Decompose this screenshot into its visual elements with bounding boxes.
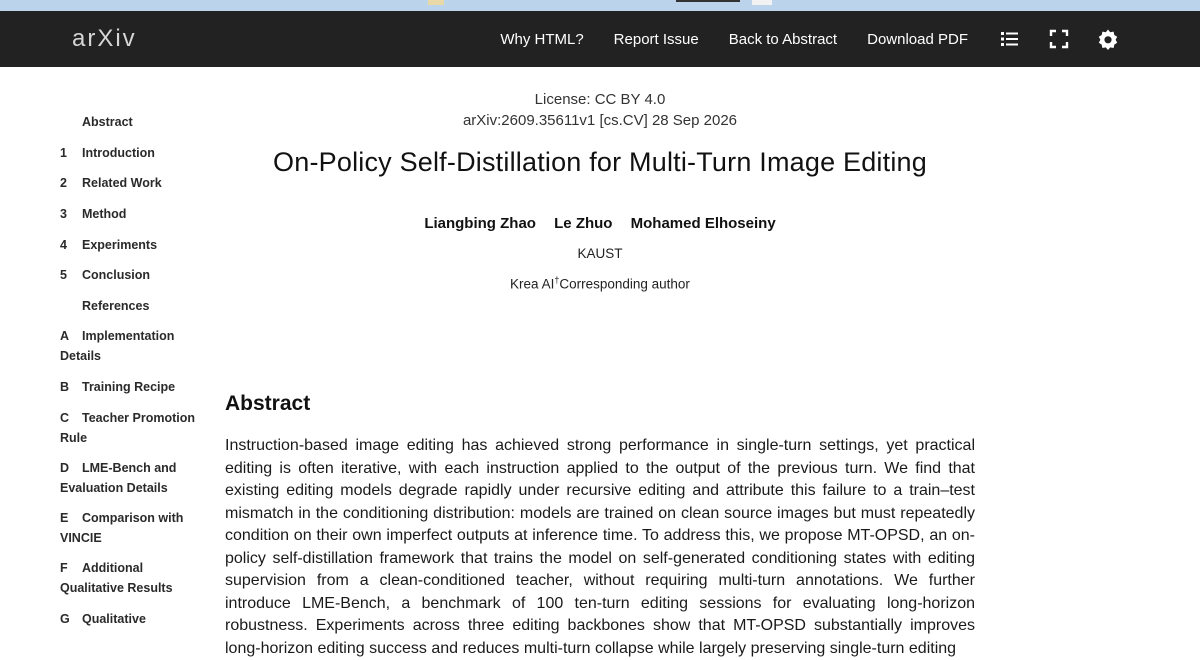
toc-item-appendix-g[interactable]: [60, 609, 210, 629]
toc-item-label: References: [82, 299, 150, 313]
toc-item-number: E: [60, 511, 69, 525]
toc-item-appendix-a[interactable]: [60, 326, 210, 366]
affiliation-krea: [0, 275, 1200, 292]
toc-item-label: Method: [82, 207, 127, 221]
author-name: Liangbing Zhao: [424, 215, 536, 232]
author-name: Le Zhuo: [554, 215, 613, 232]
toc-item-appendix-e[interactable]: [60, 508, 210, 548]
arxiv-logo-text: arXiv: [72, 25, 137, 52]
banner-close-icon[interactable]: [752, 0, 772, 5]
toc-item-appendix-f[interactable]: [60, 558, 210, 598]
toc-item-number: B: [60, 380, 70, 394]
toc-item-label: Additional Qualitative Results: [60, 561, 173, 595]
dagger-mark: †: [554, 275, 560, 285]
license-text: License: CC BY 4.0: [534, 91, 666, 108]
list-icon[interactable]: [999, 28, 1021, 50]
report-issue-link[interactable]: Report Issue: [613, 30, 699, 48]
toc-item-appendix-d[interactable]: [60, 458, 210, 498]
why-html-link[interactable]: Why HTML?: [500, 30, 584, 48]
browser-banner-strip: [0, 0, 1200, 11]
fullscreen-icon[interactable]: [1048, 28, 1070, 50]
banner-link-underline: [676, 0, 740, 2]
toc-item-label: Teacher Promotion Rule: [60, 411, 195, 445]
toc-item-number: 4: [60, 238, 67, 252]
toc-item-label: LME-Bench and Evaluation Details: [60, 461, 177, 495]
top-navbar: [0, 11, 1200, 67]
toc-item-number: 5: [60, 268, 67, 282]
toc-item-number: F: [60, 561, 68, 575]
arxiv-logo[interactable]: [72, 25, 137, 53]
toc-item-label: Experiments: [82, 238, 158, 252]
abstract-heading: Abstract: [225, 392, 311, 415]
author-name: Mohamed Elhoseiny: [630, 215, 776, 232]
corresponding-author-note: Corresponding author: [559, 276, 690, 292]
toc-item-label: Qualitative: [82, 612, 146, 626]
arxiv-id-text: arXiv:2609.35611v1 [cs.CV] 28 Sep 2026: [462, 112, 738, 129]
author-list: [0, 215, 1200, 232]
paper-title: On-Policy Self-Distillation for Multi-Turn Image Editing: [273, 147, 927, 177]
abstract-body: Instruction-based image editing has achieved strong performance in single-turn settings, yet practical editing is often iterative, with each instruction applied to the output of the previous turn. We find that existing editing models degrade rapidly under recursive editing and attribute this failure to a train–test mismatch in the conditioning distribution: models are trained on clean source images but must repeatedly condition on their own imperfect outputs at inference time. To address this, we propose MT-OPSD, an on-policy self-distillation framework that trains the model on self-generated conditioning states with editing supervision from a clean-conditioned teacher, without requiring multi-turn annotations. We further introduce LME-Bench, a benchmark of 100 ten-turn editing sessions for evaluating long-horizon robustness. Experiments across three editing backbones show that MT-OPSD substantially improves long-horizon editing success and reduces multi-turn collapse while largely preserving single-turn editing: [225, 437, 975, 657]
toc-item-label: Conclusion: [82, 268, 151, 282]
toc-item-number: C: [60, 411, 70, 425]
toc-item-appendix-c[interactable]: [60, 408, 210, 448]
toc-item-appendix-b[interactable]: [60, 377, 210, 397]
toc-item-label: Abstract: [82, 115, 133, 129]
banner-emoji-icon: [428, 0, 444, 5]
toc-item-number: G: [60, 612, 70, 626]
toc-item-number: 3: [60, 207, 67, 221]
toc-item-references[interactable]: [60, 296, 210, 316]
nav-links: [500, 11, 968, 67]
settings-icon[interactable]: [1097, 28, 1119, 50]
toc-item-label: Training Recipe: [82, 380, 176, 394]
toc-item-label: Introduction: [82, 146, 155, 160]
toc-item-label: Related Work: [82, 176, 162, 190]
toc-item-number: D: [60, 461, 70, 475]
toc-item-number: 2: [60, 176, 67, 190]
affiliation-kaust: KAUST: [577, 246, 623, 261]
toc-item-label: Comparison with VINCIE: [60, 511, 184, 545]
download-pdf-link[interactable]: Download PDF: [867, 30, 968, 48]
back-to-abstract-link[interactable]: Back to Abstract: [728, 30, 838, 48]
toc-item-number: 1: [60, 146, 67, 160]
toc-item-label: Implementation Details: [60, 329, 175, 363]
affiliation-name: Krea AI: [510, 276, 555, 292]
toc-item-number: A: [60, 329, 70, 343]
